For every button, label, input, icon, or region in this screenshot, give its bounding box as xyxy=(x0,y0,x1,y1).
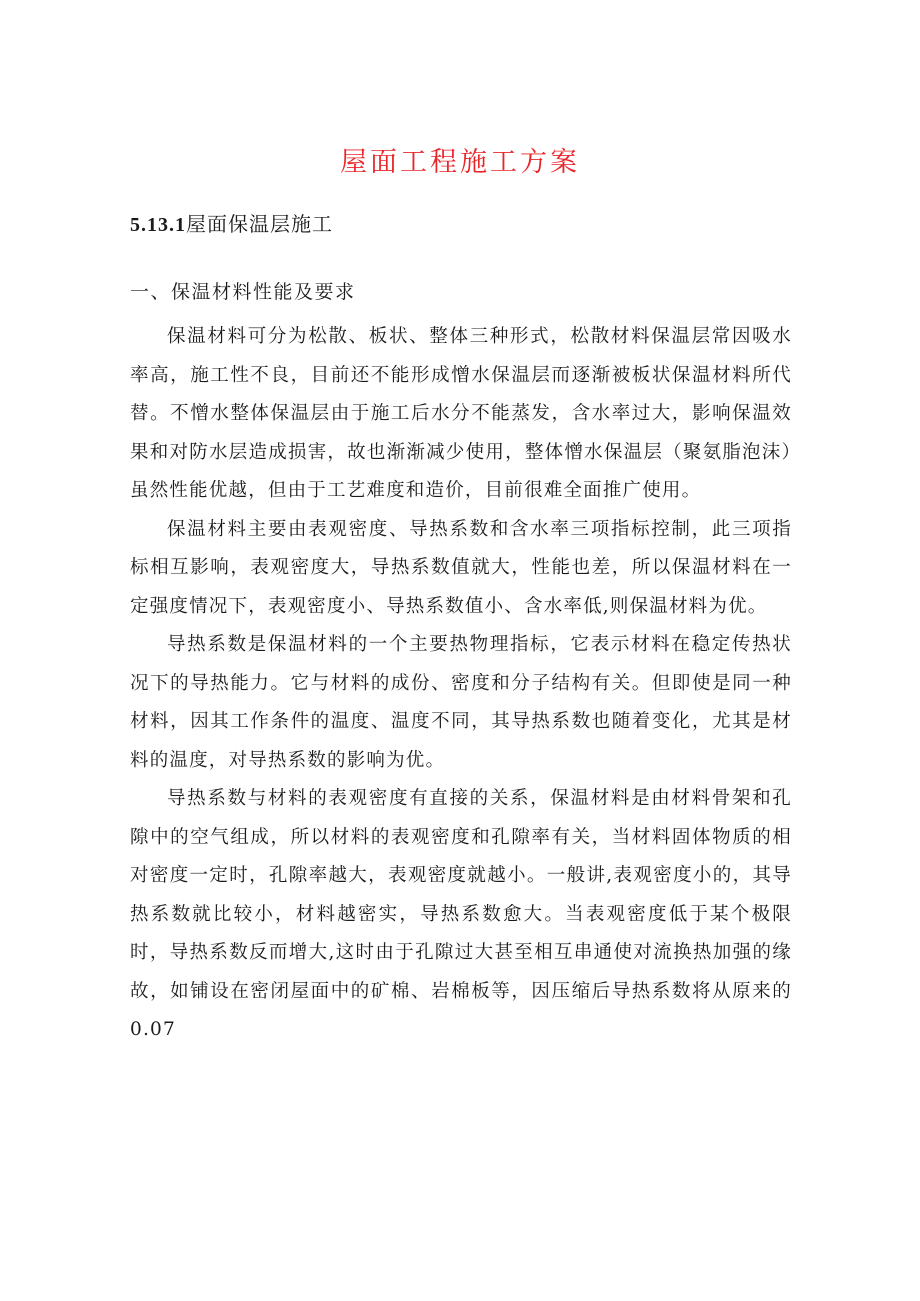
paragraph: 保温材料可分为松散、板状、整体三种形式，松散材料保温层常因吸水率高，施工性不良，目前还不能形成憎水保温层而逐渐被板状保温材料所代替。不憎水整体保温层由于施工后水分不能蒸发，含水率过大，影响保温效果和对防水层造成损害，故也渐渐减少使用，整体憎水保温层（聚氨脂泡沫）虽然性能优越，但由于工艺难度和造价，目前很难全面推广使用。 xyxy=(130,326,792,501)
body-text xyxy=(130,318,792,1050)
paragraph: 导热系数是保温材料的一个主要热物理指标，它表示材料在稳定传热状况下的导热能力。它与材料的成份、密度和分子结构有关。但即使是同一种材料，因其工作条件的温度、温度不同，其导热系数也随着变化，尤其是材料的温度，对导热系数的影响为优。 xyxy=(130,634,792,771)
section-title: 屋面保温层施工 xyxy=(186,212,333,236)
paragraph: 保温材料主要由表观密度、导热系数和含水率三项指标控制，此三项指标相互影响，表观密度大，导热系数值就大，性能也差，所以保温材料在一定强度情况下，表观密度小、导热系数值小、含水率低,则保温材料为优。 xyxy=(130,518,792,617)
section-number: 5.13.1 xyxy=(130,214,186,236)
section-heading xyxy=(130,208,333,237)
paragraph: 导热系数与材料的表观密度有直接的关系，保温材料是由材料骨架和孔隙中的空气组成，所以材料的表观密度和孔隙率有关，当材料固体物质的相对密度一定时，孔隙率越大，表观密度就越小。一般讲,表观密度小的，其导热系数就比较小，材料越密实，导热系数愈大。当表观密度低于某个极限时，导热系数反而增大,这时由于孔隙过大甚至相互串通使对流换热加强的缘故，如铺设在密闭屋面中的矿棉、岩棉板等，因压缩后导热系数将从原来的0.07 xyxy=(130,788,792,1040)
subheading: 一、保温材料性能及要求 xyxy=(130,281,356,303)
document-title: 屋面工程施工方案 xyxy=(340,147,580,178)
